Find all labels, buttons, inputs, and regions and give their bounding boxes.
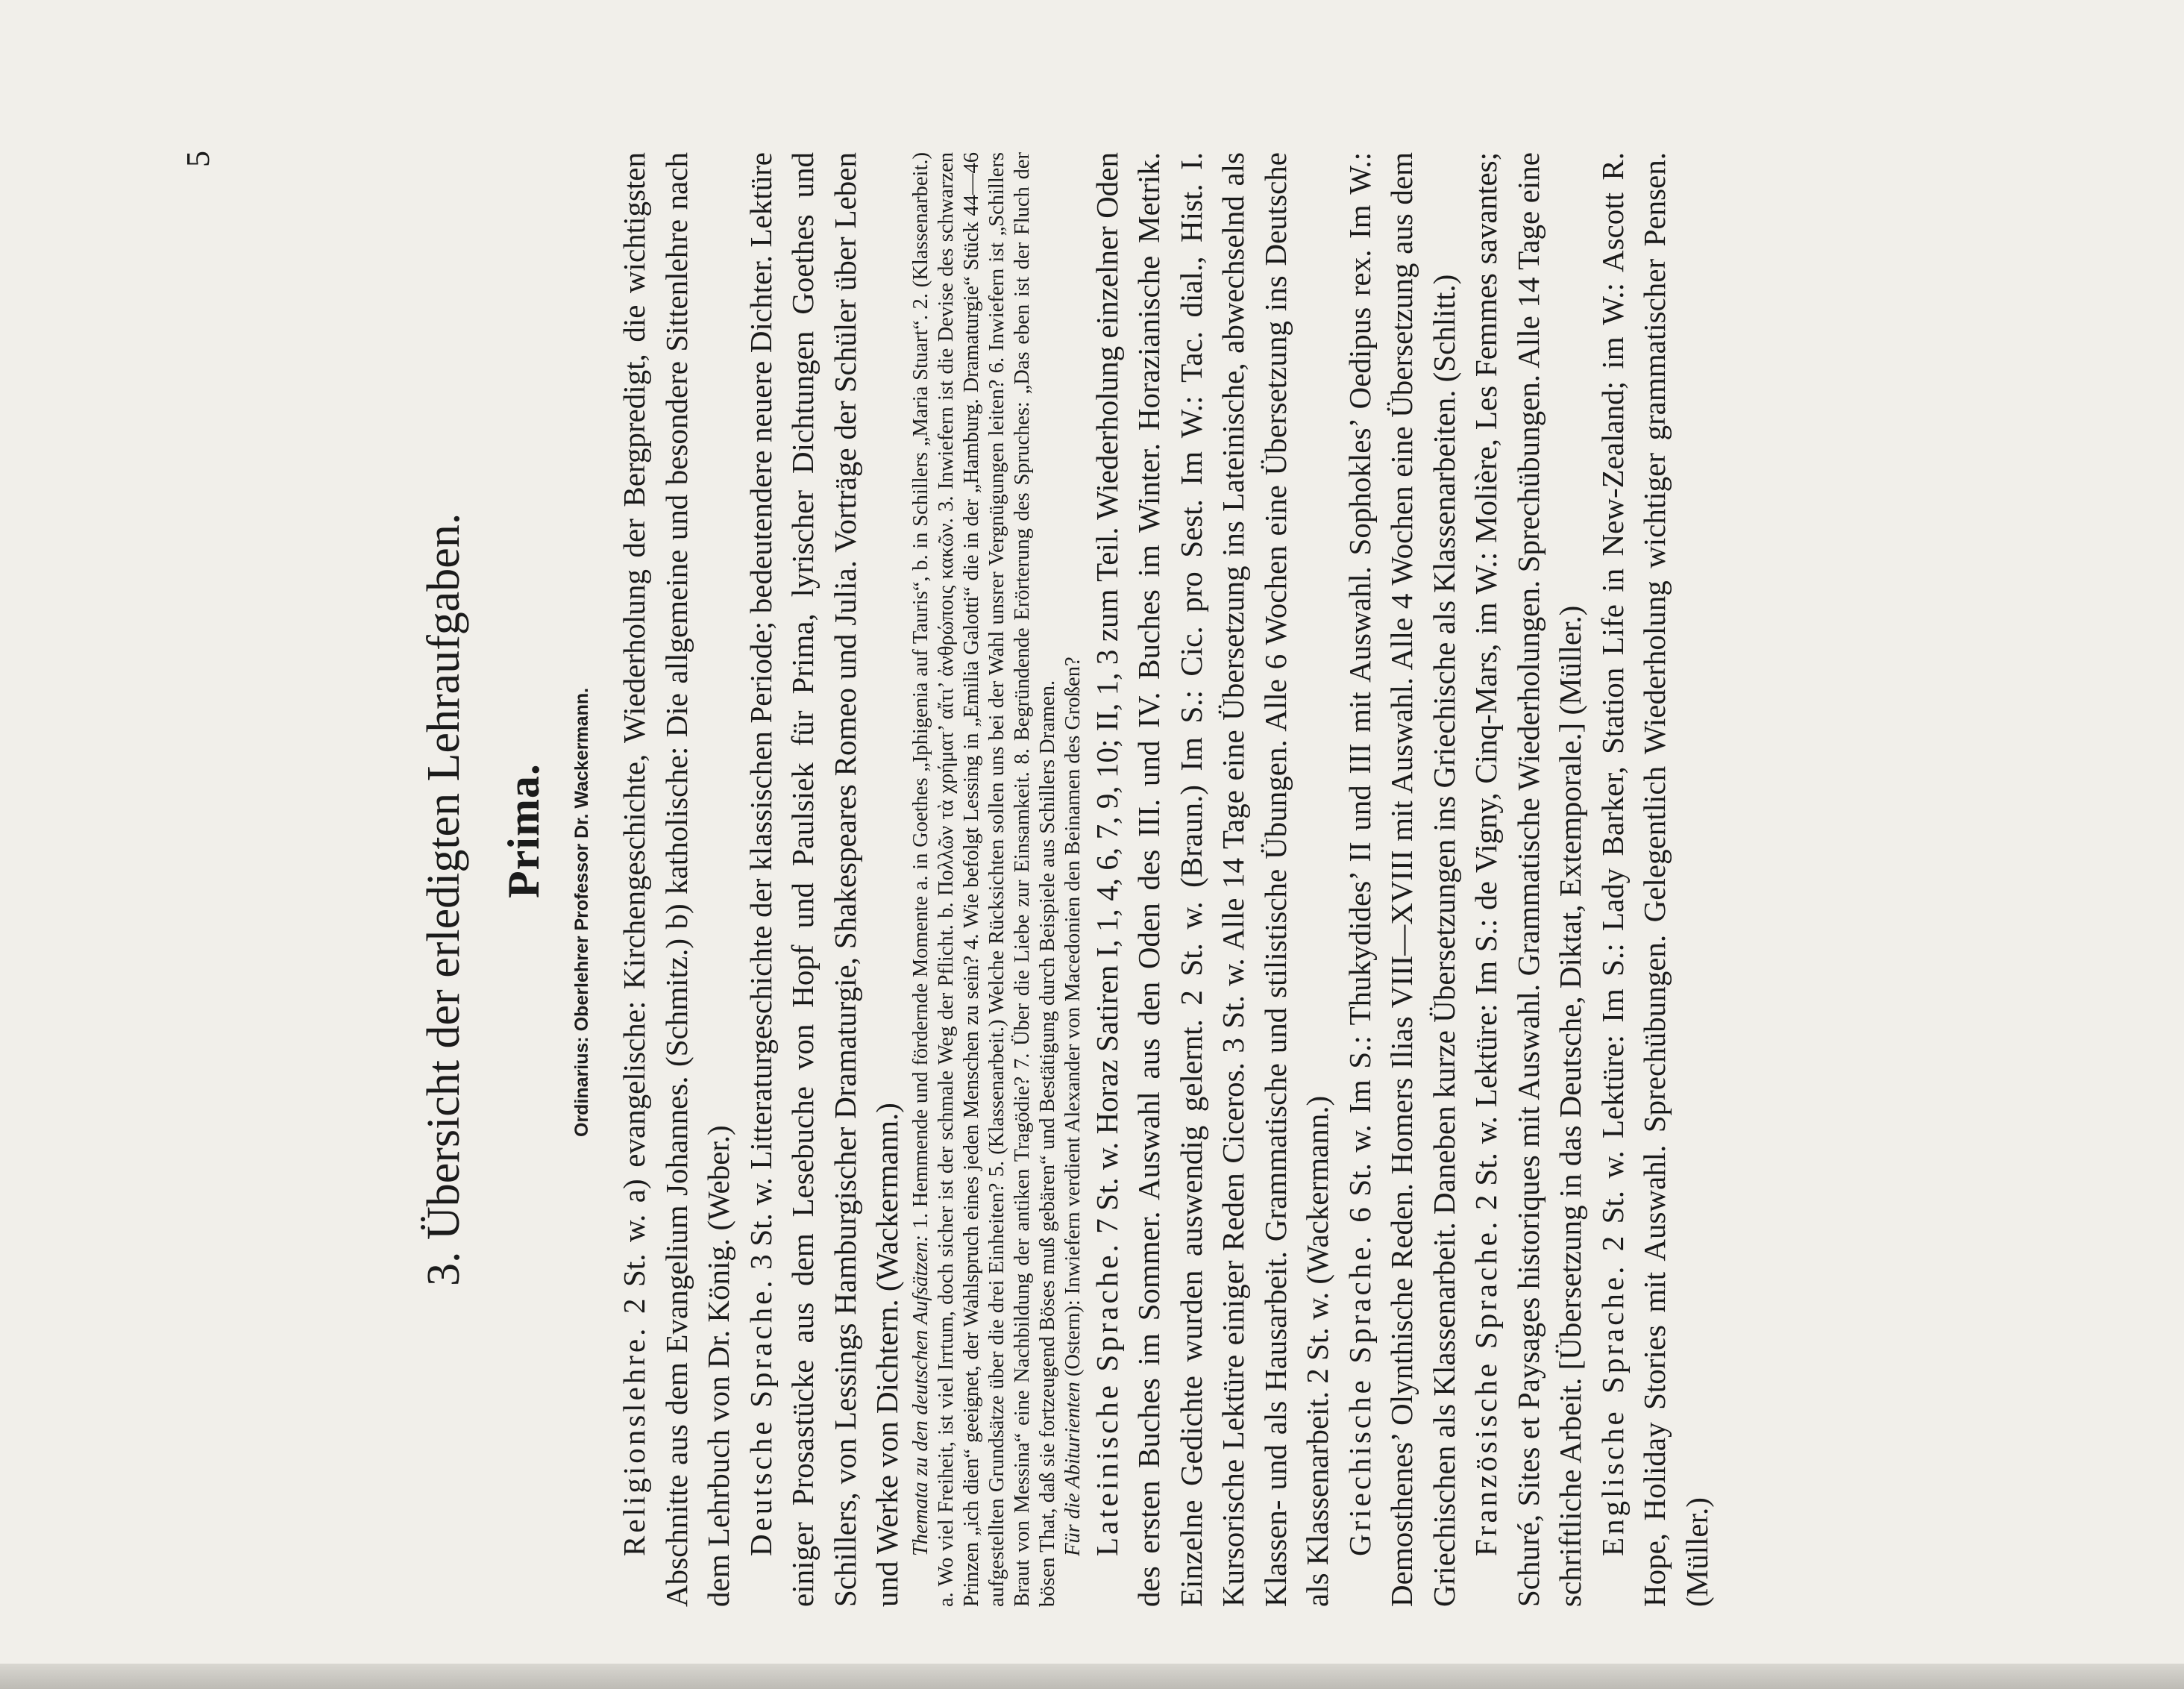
paragraph-themata [909,152,1061,1607]
subject-title: Lateinische Sprache. [1089,1241,1124,1556]
paragraph-englisch [1592,152,1719,1607]
paragraph-latein [1086,152,1339,1607]
subject-title: Religionslehre. [617,1325,651,1556]
abiturienten-label: Für die Abiturienten [1061,1382,1085,1556]
paragraph-religion [613,152,740,1607]
subject-title: Französische Sprache. [1469,1218,1503,1556]
paragraph-text: 3 St. w. Litteraturgeschichte der klassischen Periode; bedeutendere neuere Dichter. Lektüre einiger Prosastücke aus dem Lesebuche von Hopf und Paulsiek für Prima, lyrischer Dichtungen Goethes und Schillers, von Lessings Hamburgischer Dramaturgie, Shakespeares Romeo und Julia. Vorträge der Schüler über Leben und Werke von Dichtern. (Wackermann.) [743,152,904,1607]
section-heading: 3. Übersicht der erledigten Lehraufgaben. [418,513,469,1286]
subject-title: Griechische Sprache. [1342,1233,1377,1556]
paragraph-deutsch [740,152,909,1607]
body-text [613,152,1718,1607]
themata-text: 1. Hemmende und fördernde Momente a. in Goethes „Iphigenia auf Tauris“, b. in Schillers „Maria Stuart“. 2. (Klassenarbeit.) a. Wo viel Freiheit, ist viel Irrtum, doch sicher ist der schmale Weg der Pflicht. b. Πολλῶν τὰ χρήματ’ αἴτι’ ἀνθρώποις κακῶν. 3. Inwiefern ist die Devise des schwarzen Prinzen „ich dien“ geeignet, der Wahlspruch eines jeden Menschen zu sein? 4. Wie befolgt Lessing in „Emilia Galotti“ die in der „Hamburg. Dramaturgie“ Stück 44—46 aufgestellten Grundsätze über die drei Einheiten? 5. (Klassenarbeit.) Welche Rücksichten sollen uns bei der Wahl unsrer Vergnügungen leiten? 6. Inwiefern ist „Schillers Braut von Messina“ eine Nachbildung der antiken Tragödie? 7. Über die Liebe zur Einsamkeit. 8. Begründende Erörterung des Spruches: „Das eben ist der Fluch der bösen That, daß sie fortzeugend Böses muß gebären“ und Bestätigung durch Beispiele aus Schillers Dramen. [909,152,1059,1607]
paragraph-text: 6 St. w. Im S.: Thukydides’ II und III mit Auswahl. Sophokles’ Oedipus rex. Im W.: Demosthenes’ Olynthische Reden. Homers Ilias VIII—XVIII mit Auswahl. Alle 4 Wochen eine Übersetzung aus dem Griechischen als Klassenarbeit. Daneben kurze Übersetzungen ins Griechische als Klassenarbeiten. (Schlitt.) [1342,152,1461,1607]
paragraph-text: 2 St. w. a) evangelische: Kirchengeschichte, Wiederholung der Bergpredigt, die wichtigsten Abschnitte aus dem Evangelium Johannes. (Schmitz.) b) katholische: Die allgemeine und besondere Sittenlehre nach dem Lehrbuch von Dr. König. (Weber.) [617,151,735,1607]
paragraph-text: 7 St. w. Horaz Satiren I, 1, 4, 6, 7, 9, 10; II, 1, 3 zum Teil. Wiederholung einzelner Oden des ersten Buches im Sommer. Auswahl aus den Oden des III. und IV. Buches im Winter. Horazianische Metrik. Einzelne Gedichte wurden auswendig gelernt. 2 St. w. (Braun.) Im S.: Cic. pro Sest. Im W.: Tac. dial., Hist. I. Kursorische Lektüre einiger Reden Ciceros. 3 St. w. Alle 14 Tage eine Übersetzung ins Lateinische, abwechselnd als Klassen- und als Hausarbeit. Grammatische und stilistische Übungen. Alle 6 Wochen eine Übersetzung ins Deutsche als Klassenarbeit. 2 St. w. (Wackermann.) [1089,151,1334,1607]
paragraph-franzoesisch [1465,152,1592,1607]
paragraph-text: 2 St. w. Lektüre: Im S.: de Vigny, Cinq-Mars, im W.: Molière, Les Femmes savantes; Schuré, Sites et Paysages historiques mit Auswahl. Grammatische Wiederholungen. Sprechübungen. Alle 14 Tage eine schriftliche Arbeit. [Übersetzung in das Deutsche, Diktat, Extemporale.] (Müller.) [1469,151,1587,1607]
subject-title: Englische Sprache. [1595,1263,1630,1556]
class-title: Prima. [499,763,548,898]
paragraph-abiturienten [1061,152,1086,1607]
ordinarius-line: Ordinarius: Oberlehrer Professor Dr. Wackermann. [571,687,592,1137]
page-number: 5 [180,151,216,167]
paragraph-griechisch [1339,152,1466,1607]
paragraph-text: 2 St. w. Lektüre: Im S.: Lady Barker, Station Life in New-Zealand; im W.: Ascott R. Hope, Holiday Stories mit Auswahl. Sprechübungen. Gelegentlich Wiederholung wichtiger grammatischer Pensen. (Müller.) [1595,151,1714,1607]
themata-label: Themata zu den deutschen Aufsätzen: [909,1235,932,1556]
abiturienten-text: (Ostern): Inwiefern verdient Alexander von Macedonien den Beinamen des Großen? [1061,657,1085,1377]
subject-title: Deutsche Sprache. [743,1277,778,1556]
